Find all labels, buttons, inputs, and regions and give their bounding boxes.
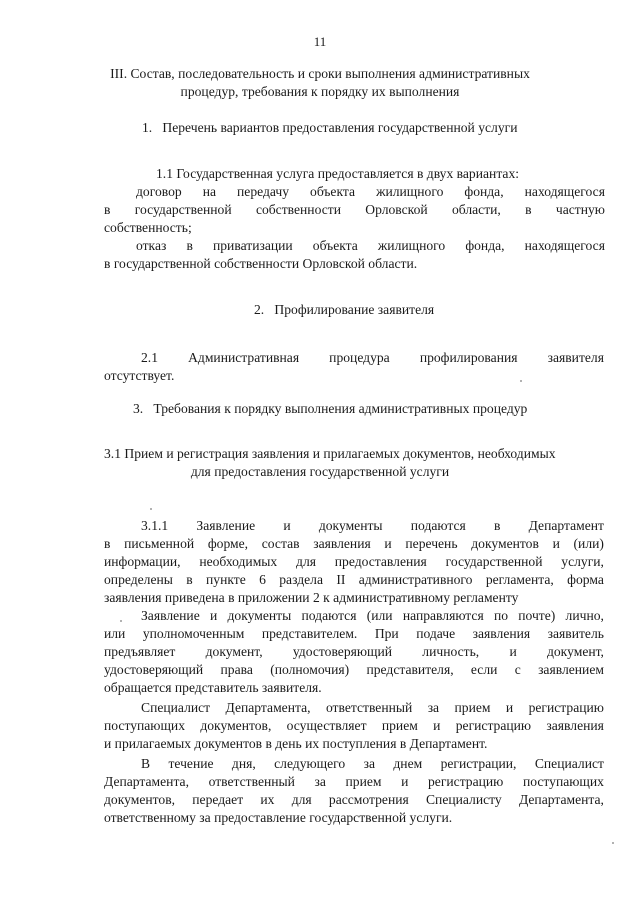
word: почте) (518, 608, 556, 623)
word: заявления (546, 718, 604, 733)
heading-3-number: 3. (133, 401, 144, 416)
heading-3 (133, 401, 527, 417)
word: предъявляет (104, 644, 176, 659)
p-submit-line-3 (104, 644, 604, 660)
word: административного (358, 572, 473, 587)
word: и (283, 518, 291, 533)
word: находящегося (524, 238, 605, 253)
word: и (505, 700, 514, 715)
word: поступающих (522, 774, 604, 789)
word: и (401, 774, 409, 789)
word: если (470, 662, 498, 677)
word: документ, (546, 644, 604, 659)
variant-2-line-1 (136, 238, 605, 254)
word: находящегося (524, 184, 605, 199)
p-submit-line-4 (104, 662, 604, 678)
word: определены (104, 572, 173, 587)
word: документы (227, 608, 292, 623)
word: регламента, (485, 572, 554, 587)
word: прием (381, 718, 418, 733)
word: представителем. (261, 626, 358, 641)
word: прием (454, 700, 491, 715)
heading-2-number: 2. (254, 302, 265, 317)
word: по (493, 608, 509, 623)
word: Административная (188, 350, 300, 365)
word: частную (555, 202, 605, 217)
word: При (374, 626, 399, 641)
word: Департамент (528, 518, 604, 533)
word: услуги, (561, 554, 604, 569)
word: и (209, 608, 218, 623)
word: документов (471, 536, 539, 551)
word: Департамента, (225, 700, 311, 715)
word: ответственный (208, 774, 295, 789)
word: прием (345, 774, 382, 789)
word: области, (451, 202, 501, 217)
word: в (186, 572, 193, 587)
heading-1-number: 1. (142, 120, 153, 135)
word: раздела (279, 572, 323, 587)
word: государственной (134, 202, 232, 217)
word: регистрацию (528, 700, 604, 715)
word: передает (192, 792, 244, 807)
p-3-1-1-line-1 (141, 518, 604, 534)
variant-1-line-3: собственность; (104, 220, 192, 235)
word: 6 (259, 572, 266, 587)
word: документов, (200, 718, 272, 733)
word: предоставления (334, 554, 427, 569)
word: состав (261, 536, 300, 551)
word: собственности (255, 202, 341, 217)
word: и (552, 536, 560, 551)
word: и (384, 536, 392, 551)
word: фонда, (464, 184, 504, 199)
page-number: 11 (313, 34, 327, 49)
p-submit-line-1 (141, 608, 604, 624)
scan-speck (520, 380, 522, 382)
heading-2 (254, 302, 434, 318)
word: и (433, 718, 441, 733)
p-specialist-line-3: и прилагаемых документов в день их поступления в Департамент. (104, 736, 488, 751)
word: форма (567, 572, 604, 587)
p-3-1-1-line-4 (104, 572, 604, 588)
heading-2-text: Профилирование заявителя (274, 302, 435, 317)
word: лично, (565, 608, 604, 623)
word: (полномочия) (270, 662, 350, 677)
word: 3.1.1 (141, 518, 169, 533)
word: 2.1 (141, 350, 158, 365)
word: заявлением (538, 662, 604, 677)
word: заявления (472, 626, 531, 641)
word: подаются (301, 608, 357, 623)
word: регистрацию (427, 774, 504, 789)
p-specialist-line-1 (141, 700, 604, 716)
word: осуществляет (286, 718, 367, 733)
heading-1-text: Перечень вариантов предоставления государственной услуги (162, 120, 518, 135)
word: заявления (313, 536, 371, 551)
word: II (336, 572, 346, 587)
heading-1 (142, 120, 517, 136)
word: их (260, 792, 275, 807)
word: передачу (237, 184, 290, 199)
word: Специалисту (425, 792, 502, 807)
profiling-line-2: отсутствует. (104, 368, 175, 383)
section-title-line-2: процедур, требования к порядку их выполнения (180, 84, 460, 99)
word: документ, (205, 644, 263, 659)
word: за (363, 756, 375, 771)
word: в (525, 202, 532, 217)
heading-3-1-line-1: 3.1 Прием и регистрация заявления и прилагаемых документов, необходимых (104, 446, 556, 461)
word: государственной (445, 554, 543, 569)
word: документы (318, 518, 383, 533)
word: пункте (206, 572, 246, 587)
word: дня, (231, 756, 256, 771)
word: заявитель (547, 626, 604, 641)
word: ответственный (325, 700, 413, 715)
p-transfer-line-3 (104, 792, 604, 808)
word: в (104, 536, 111, 551)
heading-3-text: Требования к порядку выполнения административных процедур (153, 401, 528, 416)
word: фонда, (465, 238, 505, 253)
word: документов, (104, 792, 176, 807)
word: Специалист (141, 700, 211, 715)
word: течение (168, 756, 214, 771)
variants-intro: 1.1 Государственная услуга предоставляется в двух вариантах: (156, 166, 520, 181)
scan-speck (120, 620, 122, 622)
scan-speck (150, 508, 152, 510)
word: за (314, 774, 326, 789)
word: приватизации (212, 238, 293, 253)
word: подаются (410, 518, 466, 533)
word: в (104, 202, 111, 217)
word: личность, (422, 644, 480, 659)
word: в (186, 238, 193, 253)
word: процедура (329, 350, 390, 365)
word: в (493, 518, 501, 533)
p-submit-line-5: обращается представитель заявителя. (104, 680, 322, 695)
word: договор (136, 184, 182, 199)
word: Заявление (141, 608, 200, 623)
word: Заявление (196, 518, 256, 533)
word: отказ (136, 238, 167, 253)
word: удостоверяющий (104, 662, 204, 677)
section-title-line-1: III. Состав, последовательность и сроки выполнения административных (110, 66, 530, 81)
word: (или) (573, 536, 604, 551)
p-transfer-line-4: ответственному за предоставление государственной услуги. (104, 810, 453, 825)
word: жилищного (377, 238, 446, 253)
word: необходимых (199, 554, 278, 569)
word: рассмотрения (328, 792, 409, 807)
word: на (202, 184, 216, 199)
word: представителя, (366, 662, 454, 677)
p-submit-line-2 (104, 626, 604, 642)
word: и (509, 644, 517, 659)
word: жилищного (376, 184, 444, 199)
word: информации, (104, 554, 181, 569)
p-3-1-1-line-3 (104, 554, 604, 570)
word: письменной (124, 536, 195, 551)
word: для (296, 554, 316, 569)
word: профилирования (419, 350, 518, 365)
p-3-1-1-line-2 (104, 536, 604, 552)
word: Орловской (365, 202, 428, 217)
p-transfer-line-2 (104, 774, 604, 790)
p-transfer-line-1 (141, 756, 604, 772)
word: или (104, 626, 126, 641)
word: подаче (416, 626, 456, 641)
word: В (141, 756, 151, 771)
word: уполномоченным (142, 626, 245, 641)
word: регистрацию (455, 718, 532, 733)
profiling-line-1 (141, 350, 604, 366)
word: форме, (207, 536, 249, 551)
word: права (220, 662, 253, 677)
variant-1-line-2 (104, 202, 605, 218)
word: Департамента, (518, 792, 604, 807)
word: объекта (310, 184, 356, 199)
p-specialist-line-2 (104, 718, 604, 734)
word: регистрации, (440, 756, 517, 771)
word: следующего (274, 756, 346, 771)
word: Специалист (534, 756, 604, 771)
variant-2-line-2: в государственной собственности Орловской области. (104, 256, 418, 271)
word: с (514, 662, 521, 677)
word: поступающих (104, 718, 186, 733)
word: удостоверяющий (292, 644, 393, 659)
word: объекта (312, 238, 358, 253)
word: Департамента, (104, 774, 189, 789)
heading-3-1-line-2: для предоставления государственной услуги (190, 464, 450, 479)
word: днем (393, 756, 423, 771)
word: перечень (405, 536, 458, 551)
word: за (427, 700, 440, 715)
word: направляются (402, 608, 484, 623)
p-3-1-1-line-5: заявления приведена в приложении 2 к административному регламенту (104, 590, 519, 605)
word: заявителя (547, 350, 604, 365)
scan-speck (612, 842, 614, 844)
word: для (291, 792, 312, 807)
variant-1-line-1 (136, 184, 605, 200)
word: (или (366, 608, 393, 623)
